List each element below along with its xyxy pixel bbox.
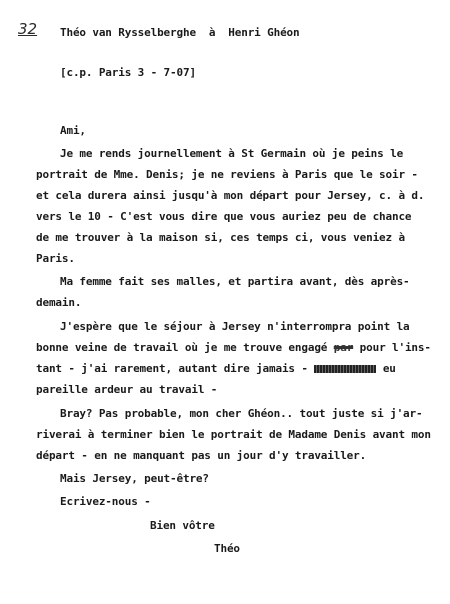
- body-line-7: Ma femme fait ses malles, et partira avant, dès après-: [60, 275, 410, 288]
- body-line-10-end: pour l'ins-: [359, 341, 431, 354]
- body-line-6: Paris.: [36, 252, 75, 265]
- salutation: Ami,: [60, 124, 86, 137]
- body-line-11-end: eu: [382, 362, 396, 375]
- body-line-17: Ecrivez-nous -: [60, 495, 151, 508]
- body-line-10: [36, 341, 431, 354]
- body-line-4: vers le 10 - C'est vous dire que vous auriez peu de chance: [36, 210, 412, 223]
- letter-header: Théo van Rysselberghe à Henri Ghéon: [60, 26, 300, 39]
- crossed-out-word: [314, 365, 376, 373]
- body-line-2: portrait de Mme. Denis; je ne reviens à Paris que le soir -: [36, 168, 418, 181]
- body-line-3: et cela durera ainsi jusqu'à mon départ pour Jersey, c. à d.: [36, 189, 425, 202]
- body-line-15: départ - en ne manquant pas un jour d'y travailler.: [36, 449, 367, 462]
- body-line-11: [36, 362, 396, 375]
- body-line-13: Bray? Pas probable, mon cher Ghéon.. tout juste si j'ar-: [60, 407, 423, 420]
- body-line-9: J'espère que le séjour à Jersey n'interrompra point la: [60, 320, 410, 333]
- closing: Bien vôtre: [150, 519, 215, 532]
- body-line-14: riverai à terminer bien le portrait de Madame Denis avant mon: [36, 428, 431, 441]
- folio-number: 32: [18, 20, 38, 38]
- postmark-note: [c.p. Paris 3 - 7-07]: [60, 66, 196, 79]
- struck-word: par: [333, 341, 354, 354]
- body-line-12: pareille ardeur au travail -: [36, 383, 218, 396]
- body-line-11-text: tant - j'ai rarement, autant dire jamais -: [36, 362, 308, 375]
- body-line-5: de me trouver à la maison si, ces temps ci, vous veniez à: [36, 231, 405, 244]
- body-line-16: Mais Jersey, peut-être?: [60, 472, 209, 485]
- body-line-8: demain.: [36, 296, 82, 309]
- signature: Théo: [214, 542, 240, 555]
- body-line-1: Je me rends journellement à St Germain où je peins le: [60, 147, 404, 160]
- body-line-10-text: bonne veine de travail où je me trouve engagé: [36, 341, 328, 354]
